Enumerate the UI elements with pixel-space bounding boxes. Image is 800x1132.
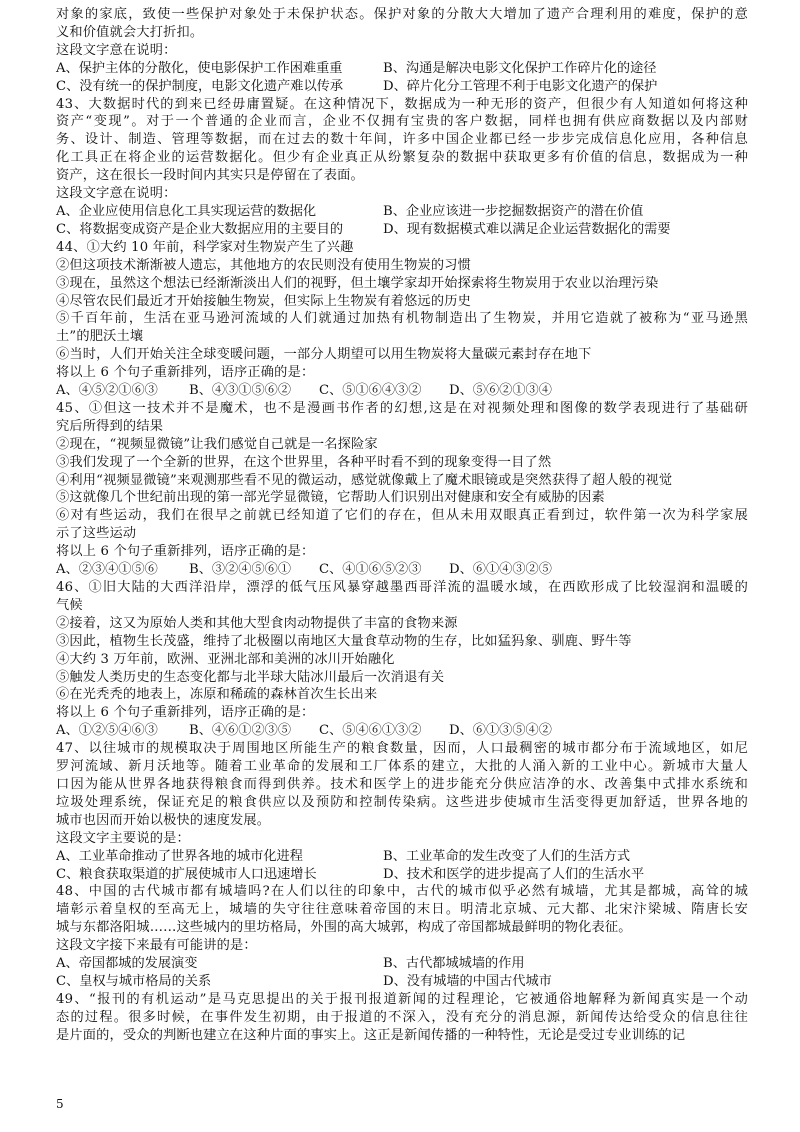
text-line: ⑥在光秃秃的地表上，冻原和稀疏的森林首次生长出来 bbox=[56, 687, 378, 703]
option-row bbox=[56, 848, 748, 866]
paragraph-line: 对象的家底，致使一些保护对象处于未保护状态。保护对象的分散大大增加了遗产合理利用的难度，保护的意 bbox=[56, 7, 748, 22]
text-line: 这段文字意在说明： bbox=[56, 42, 177, 58]
answer-option: A、企业应使用信息化工具实现运营的数据化 bbox=[56, 203, 317, 219]
option-row bbox=[56, 973, 748, 991]
paragraph-line: 示了这些运动 bbox=[56, 526, 137, 542]
answer-option: A、保护主体的分散化，使电影保护工作困难重重 bbox=[56, 60, 343, 76]
page-number: 5 bbox=[56, 1097, 64, 1111]
paragraph-line: 43、大数据时代的到来已经毋庸置疑。在这种情况下，数据成为一种无形的资产，但很少有人知道如何将这种 bbox=[56, 96, 748, 112]
option-row bbox=[56, 221, 748, 239]
text-line: 将以上 6 个句子重新排列，语序正确的是： bbox=[56, 365, 315, 381]
paragraph-line: 48、中国的古代城市都有城墙吗?在人们以往的印象中，古代的城市似乎必然有城墙，尤其是都城，高耸的城 bbox=[56, 884, 748, 900]
option-row bbox=[56, 955, 748, 973]
answer-option: B、工业革命的发生改变了人们的生活方式 bbox=[383, 848, 631, 864]
option-row bbox=[56, 78, 748, 96]
text-line: ③我们发现了一个全新的世界，在这个世界里，各种平时看不到的现象变得一目了然 bbox=[56, 454, 552, 470]
paragraph-line: 47、以往城市的规模取决于周围地区所能生产的粮食数量，因而，人口最稠密的城市都分布于流域地区，如尼 bbox=[56, 741, 748, 757]
answer-option: A、①②⑤④⑥③ bbox=[56, 723, 158, 739]
text-line: 这段文字接下来最有可能讲的是： bbox=[56, 938, 257, 954]
text-line: ③现在，虽然这个想法已经渐渐淡出人们的视野，但土壤学家却开始探索将生物炭用于农业以治理污染 bbox=[56, 275, 659, 291]
answer-option: B、④⑥①②③⑤ bbox=[189, 723, 292, 739]
answer-option: B、企业应该进一步挖掘数据资产的潜在价值 bbox=[383, 203, 644, 219]
paragraph-line: 垃圾处理系统，保证充足的粮食供应以及预防和控制传染病。这些进步使城市生活变得更加舒适，世界各地的 bbox=[56, 794, 748, 810]
text-line: ④大约 3 万年前，欧洲、亚洲北部和美洲的冰川开始融化 bbox=[56, 651, 395, 667]
paragraph-line: 气候 bbox=[56, 597, 83, 613]
paragraph-line: 45、①但这一技术并不是魔术，也不是漫画书作者的幻想,这是在对视频处理和图像的数学表现进行了基础研 bbox=[56, 400, 748, 416]
answer-option: B、④③①⑤⑥② bbox=[189, 383, 292, 399]
text-line: ④利用“视频显微镜”来观测那些看不见的微运动，感觉就像戴上了魔术眼镜或是突然获得了超人般的视觉 bbox=[56, 472, 673, 488]
option-row bbox=[56, 203, 748, 221]
text-line: 44、①大约 10 年前，科学家对生物炭产生了兴趣 bbox=[56, 239, 354, 255]
answer-option: D、技术和医学的进步提高了人们的生活水平 bbox=[383, 866, 645, 882]
answer-option: D、⑥①③⑤④② bbox=[449, 723, 552, 739]
answer-option: A、工业革命推动了世界各地的城市化进程 bbox=[56, 848, 303, 864]
paragraph-line: 49、“报刊的有机运动”是马克思提出的关于报刊报道新闻的过程理论，它被通俗地解释为新闻真实是一个动 bbox=[56, 991, 748, 1007]
paragraph-line: 46、①旧大陆的大西洋沿岸，漂浮的低气压风暴穿越墨西哥洋流的温暖水域，在西欧形成了比较湿润和温暖的 bbox=[56, 580, 748, 595]
paragraph-line: 城市也因而开始以极快的速度发展。 bbox=[56, 812, 271, 828]
text-line: 这段文字意在说明： bbox=[56, 186, 177, 202]
paragraph-line: 城与东都洛阳城……这些城内的里坊格局，外围的高大城郭，构成了帝国都城最鲜明的物化表征。 bbox=[56, 920, 632, 936]
paragraph-line: 资产，这在很长一段时间内其实只是停留在了表面。 bbox=[56, 168, 364, 184]
text-line: 将以上 6 个句子重新排列，语序正确的是： bbox=[56, 705, 315, 721]
option-row bbox=[56, 60, 748, 78]
answer-option: A、②③④①⑤⑥ bbox=[56, 562, 158, 578]
paragraph-line: 态的过程。很多时候，在事件发生初期，由于报道的不深入，没有充分的消息源，新闻传达给受众的信息往往 bbox=[56, 1009, 748, 1025]
option-row bbox=[56, 722, 748, 740]
answer-option: D、没有城墙的中国古代城市 bbox=[383, 973, 552, 989]
answer-option: C、粮食获取渠道的扩展使城市人口迅速增长 bbox=[56, 866, 317, 882]
text-line: 这段文字主要说的是： bbox=[56, 830, 190, 846]
answer-option: B、沟通是解决电影文化保护工作碎片化的途径 bbox=[383, 60, 657, 76]
answer-option: D、现有数据模式难以满足企业运营数据化的需要 bbox=[383, 221, 671, 237]
paragraph-line: 罗河流域、新月沃地等。随着工业革命的发展和工厂体系的建立，大批的人涌入新的工业中心。新城市大量人 bbox=[56, 759, 748, 775]
answer-option: D、碎片化分工管理不利于电影文化遗产的保护 bbox=[383, 78, 658, 94]
text-line: ③因此，植物生长茂盛，维持了北极圈以南地区大量食草动物的生存，比如猛犸象、驯鹿、野牛等 bbox=[56, 633, 632, 649]
paragraph-line: 究后所得到的结果 bbox=[56, 418, 164, 434]
text-line: ⑤触发人类历史的生态变化都与北半球大陆冰川最后一次消退有关 bbox=[56, 669, 445, 685]
answer-option: C、没有统一的保护制度，电影文化遗产难以传承 bbox=[56, 78, 344, 94]
paragraph-line: 化工具正在将企业的运营数据化。但少有企业真正从纷繁复杂的数据中获取更多有价值的信息，数据成为一种 bbox=[56, 150, 748, 166]
text-line: ⑤这就像几个世纪前出现的第一部光学显微镜，它帮助人们识别出对健康和安全有威胁的因素 bbox=[56, 490, 605, 506]
paragraph-line: ⑥对有些运动，我们在很早之前就已经知道了它们的存在，但从未用双眼真正看到过，软件第一次为科学家展 bbox=[56, 508, 748, 524]
answer-option: C、④①⑥⑤②③ bbox=[319, 562, 422, 578]
paragraph-line: 墙彰示着皇权的至高无上，城墙的失守往往意味着帝国的末日。明清北京城、元大都、北宋汴梁城、隋唐长安 bbox=[56, 902, 748, 918]
text-line: 将以上 6 个句子重新排列，语序正确的是： bbox=[56, 544, 315, 560]
paragraph-line: 义和价值就会大打折扣。 bbox=[56, 24, 204, 40]
text-line: ④尽管农民们最近才开始接触生物炭，但实际上生物炭有着悠远的历史 bbox=[56, 293, 472, 309]
answer-option: C、将数据变成资产是企业大数据应用的主要目的 bbox=[56, 221, 344, 237]
text-line: ②现在，“视频显微镜”让我们感觉自己就是一名探险家 bbox=[56, 436, 378, 452]
paragraph-line: 土”的肥沃土壤 bbox=[56, 329, 144, 345]
paragraph-line: 资产“变现”。对于一个普通的企业而言，企业不仅拥有宝贵的客户数据，同样也拥有供应商数据以及内部财 bbox=[56, 114, 748, 130]
paragraph-line: ⑤千百年前，生活在亚马逊河流域的人们就通过加热有机物制造出了生物炭，并用它造就了被称为“亚马逊黑 bbox=[56, 311, 748, 327]
answer-option: A、④⑤②①⑥③ bbox=[56, 383, 158, 399]
answer-option: D、⑥①④③②⑤ bbox=[449, 562, 552, 578]
option-row bbox=[56, 382, 748, 400]
answer-option: C、⑤①⑥④③② bbox=[319, 383, 422, 399]
answer-option: D、⑤⑥②①③④ bbox=[449, 383, 552, 399]
text-line: ②但这项技术渐渐被人遗忘，其他地方的农民则没有使用生物炭的习惯 bbox=[56, 257, 472, 273]
option-row bbox=[56, 866, 748, 884]
paragraph-line: 口因为能从世界各地获得粮食而得到供养。技术和医学上的进步能充分供应洁净的水、改善集中式排水系统和 bbox=[56, 776, 748, 792]
paragraph-line: 务、设计、制造、管理等数据，而在过去的数十年间，许多中国企业都已经一步步完成信息化应用，各种信息 bbox=[56, 132, 748, 148]
option-row bbox=[56, 561, 748, 579]
answer-option: A、帝国都城的发展演变 bbox=[56, 956, 198, 972]
answer-option: C、⑤④⑥①③② bbox=[319, 723, 422, 739]
answer-option: B、古代都城城墙的作用 bbox=[383, 956, 525, 972]
answer-option: C、皇权与城市格局的关系 bbox=[56, 973, 212, 989]
document-body bbox=[56, 6, 748, 1045]
answer-option: B、③②④⑤⑥① bbox=[189, 562, 292, 578]
text-line: ⑥当时，人们开始关注全球变暖问题，一部分人期望可以用生物炭将大量碳元素封存在地下 bbox=[56, 347, 592, 363]
paragraph-line: 是片面的，受众的判断也建立在这种片面的事实上。这正是新闻传播的一种特性，无论是受过专业训练的记 bbox=[56, 1027, 686, 1043]
text-line: ②接着，这又为原始人类和其他大型食肉动物提供了丰富的食物来源 bbox=[56, 615, 458, 631]
